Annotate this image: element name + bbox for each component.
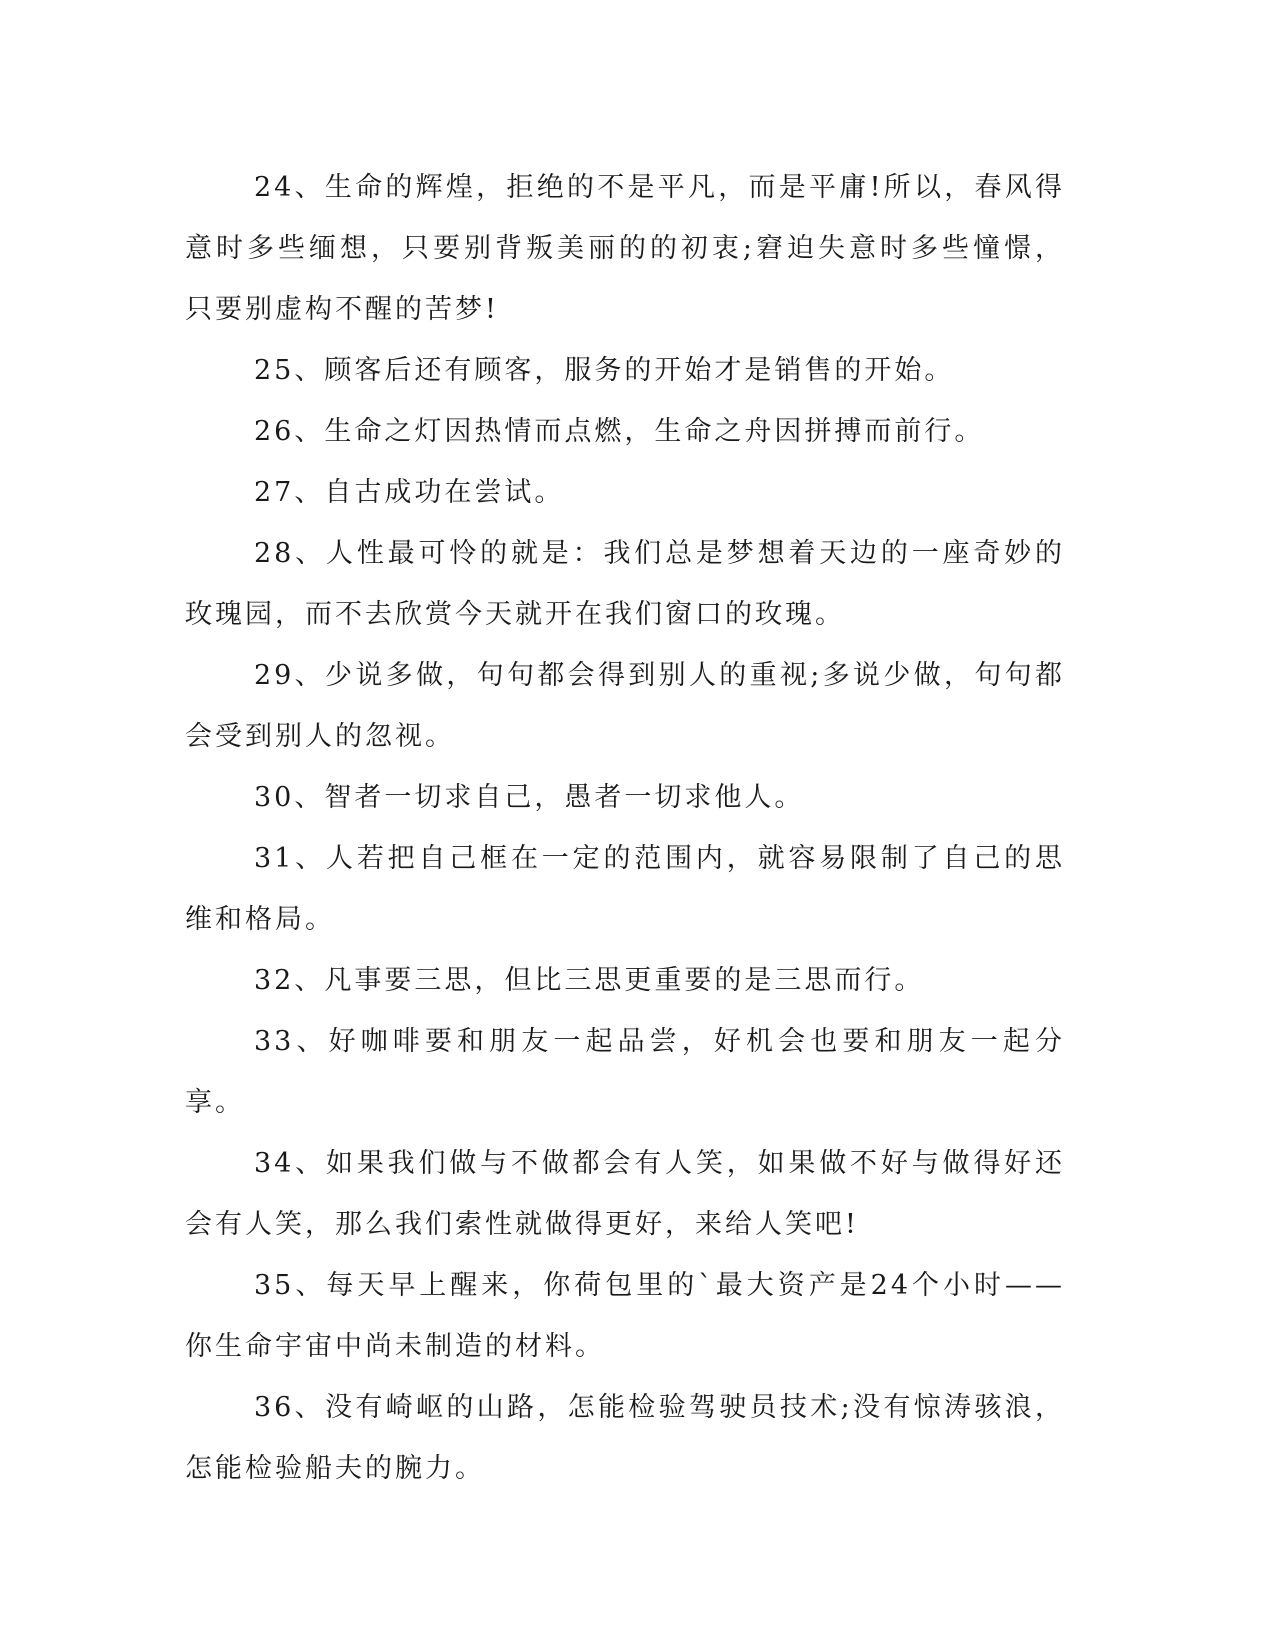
document-body [185,157,1065,1499]
paragraph-31: 31、人若把自己框在一定的范围内，就容易限制了自己的思维和格局。 [185,843,1065,935]
paragraph-28: 28、人性最可怜的就是：我们总是梦想着天边的一座奇妙的玫瑰园，而不去欣赏今天就开在我们窗口的玫瑰。 [185,538,1065,630]
paragraph-27: 27、自古成功在尝试。 [254,477,565,508]
paragraph-32: 32、凡事要三思，但比三思更重要的是三思而行。 [254,965,925,996]
paragraph-29: 29、少说多做，句句都会得到别人的重视;多说少做，句句都会受到别人的忽视。 [185,660,1065,752]
paragraph-25: 25、顾客后还有顾客，服务的开始才是销售的开始。 [254,355,955,386]
paragraph-30: 30、智者一切求自己，愚者一切求他人。 [254,782,805,813]
paragraph-33: 33、好咖啡要和朋友一起品尝，好机会也要和朋友一起分享。 [185,1026,1065,1118]
paragraph-36: 36、没有崎岖的山路，怎能检验驾驶员技术;没有惊涛骇浪，怎能检验船夫的腕力。 [185,1392,1065,1484]
paragraph-35: 35、每天早上醒来，你荷包里的`最大资产是24个小时——你生命宇宙中尚未制造的材料。 [185,1270,1065,1362]
paragraph-24: 24、生命的辉煌，拒绝的不是平凡，而是平庸!所以，春风得意时多些缅想，只要别背叛美丽的的初衷;窘迫失意时多些憧憬，只要别虚构不醒的苦梦! [185,172,1065,325]
paragraph-34: 34、如果我们做与不做都会有人笑，如果做不好与做得好还会有人笑，那么我们索性就做得更好，来给人笑吧! [185,1148,1065,1240]
paragraph-26: 26、生命之灯因热情而点燃，生命之舟因拼搏而前行。 [254,416,985,447]
